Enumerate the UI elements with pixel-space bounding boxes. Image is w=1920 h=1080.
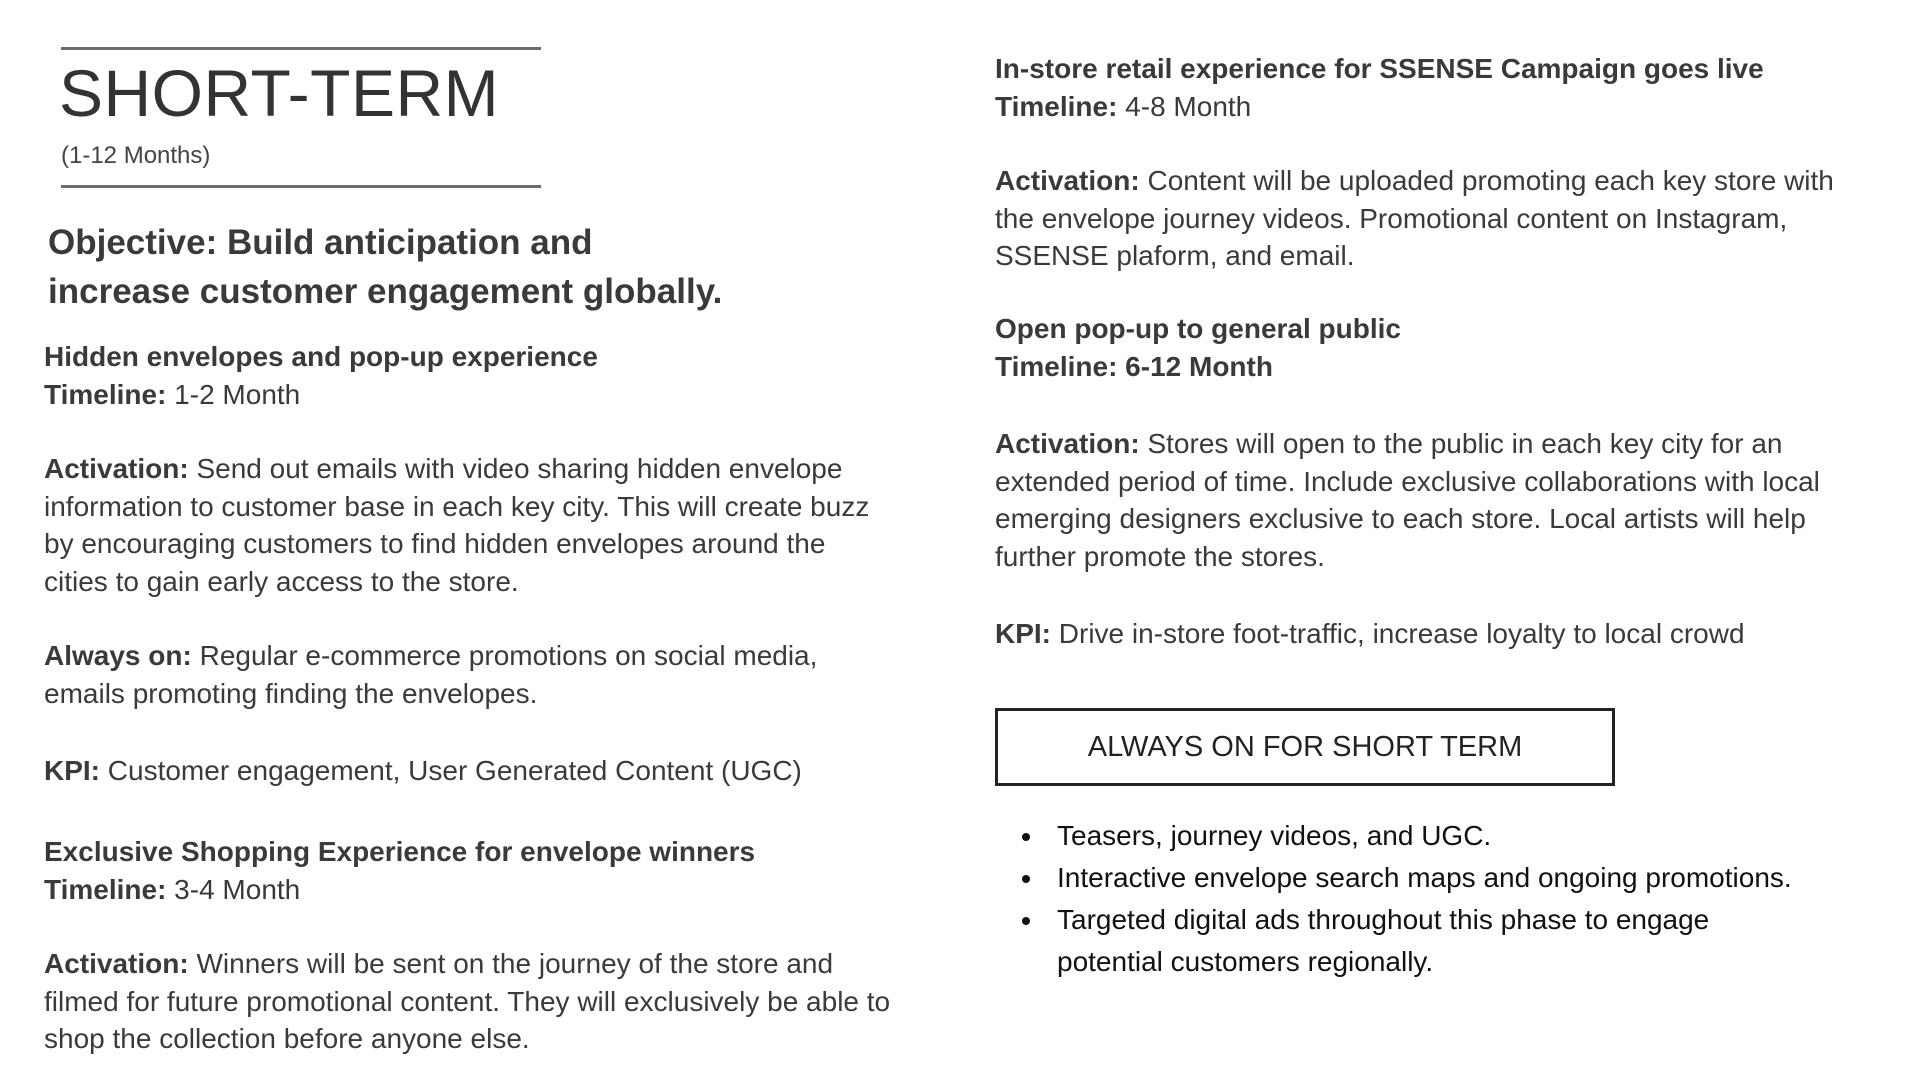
activation-label: Activation: <box>995 165 1140 196</box>
always-on-list <box>1015 815 1805 983</box>
activation-text: Stores will open to the public in each key city for an extended period of time. Include exclusive collaborations with local emerging designers exclusive to each store. Local artists will help further promote the stores. <box>995 428 1820 572</box>
timeline-label: Timeline: <box>995 90 1118 122</box>
page-title: SHORT-TERM <box>59 56 500 130</box>
timeline-value: 1-2 Month <box>166 378 301 410</box>
always-on-box: ALWAYS ON FOR SHORT TERM <box>995 708 1615 786</box>
activation-paragraph <box>44 450 894 600</box>
objective-line-2: increase customer engagement globally. <box>48 272 723 311</box>
timeline-line: Timeline: 6-12 Month <box>995 350 1273 382</box>
activation-paragraph <box>44 945 894 1058</box>
section-heading: Open pop-up to general public <box>995 313 1401 344</box>
pop-up-section <box>995 310 1855 653</box>
activation-label: Activation: <box>44 453 189 484</box>
timeline-line <box>44 376 894 414</box>
timeline-value: 3-4 Month <box>166 873 301 905</box>
kpi-paragraph <box>995 615 1855 653</box>
kpi-paragraph <box>44 752 894 790</box>
activation-paragraph <box>995 425 1855 575</box>
activation-label: Activation: <box>995 428 1140 459</box>
activation-label: Activation: <box>44 948 189 979</box>
activation-text: Winners will be sent on the journey of the store and filmed for future promotional content. They will exclusively be able to shop the collection before anyone else. <box>44 948 891 1054</box>
activation-text: Send out emails with video sharing hidden envelope information to customer base in each key city. This will create buzz by encouraging customers to find hidden envelopes around the cities to gain early access to the store. <box>44 453 870 597</box>
exclusive-shopping-section <box>44 833 894 1058</box>
activation-paragraph <box>995 162 1855 275</box>
list-item: • Targeted digital ads throughout this phase to engage potential customers regionally. <box>1045 899 1805 983</box>
list-item: • Interactive envelope search maps and ongoing promotions. <box>1045 857 1805 899</box>
always-on-text: Regular e-commerce promotions on social media, emails promoting finding the envelopes. <box>44 640 818 709</box>
activation-text: Content will be uploaded promoting each key store with the envelope journey videos. Promotional content on Instagram, SSENSE plaform, and email. <box>995 165 1834 271</box>
page-subtitle: (1-12 Months) <box>61 142 211 169</box>
timeline-line <box>44 871 894 909</box>
kpi-label: KPI: <box>995 618 1051 649</box>
kpi-text: Customer engagement, User Generated Content (UGC) <box>100 755 802 786</box>
timeline-value: 4-8 Month <box>1117 90 1252 122</box>
in-store-section <box>995 50 1855 275</box>
hidden-envelopes-section <box>44 338 894 790</box>
timeline-label: Timeline: <box>44 873 167 905</box>
timeline-label: Timeline: <box>44 378 167 410</box>
always-on-label: Always on: <box>44 640 192 671</box>
section-heading: Hidden envelopes and pop-up experience <box>44 341 598 372</box>
list-item: • Teasers, journey videos, and UGC. <box>1045 815 1805 857</box>
timeline-line <box>995 88 1855 126</box>
kpi-text: Drive in-store foot-traffic, increase loyalty to local crowd <box>1051 618 1745 649</box>
objective-statement <box>48 218 748 316</box>
objective-line-1: Objective: Build anticipation and <box>48 223 593 262</box>
bottom-divider <box>61 185 541 188</box>
always-on-paragraph <box>44 637 894 712</box>
kpi-label: KPI: <box>44 755 100 786</box>
section-heading: In-store retail experience for SSENSE Campaign goes live <box>995 53 1764 84</box>
top-divider <box>61 47 541 50</box>
section-heading: Exclusive Shopping Experience for envelope winners <box>44 836 756 867</box>
